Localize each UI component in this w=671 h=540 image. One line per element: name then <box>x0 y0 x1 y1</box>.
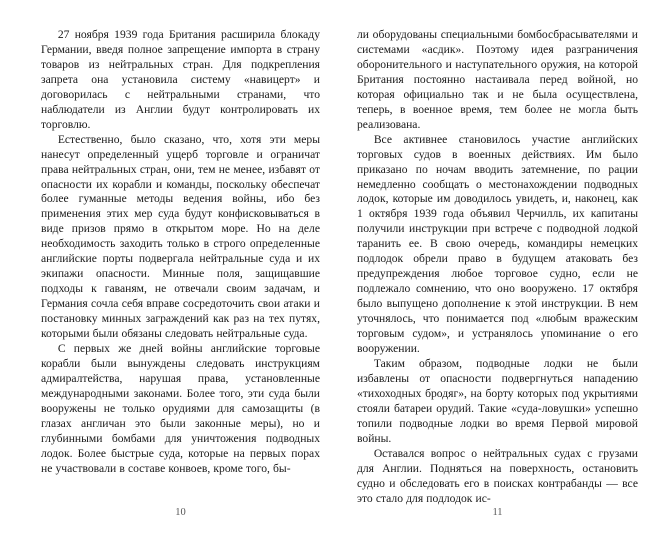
paragraph: С первых же дней войны английские торговые корабли были вынуждены следовать инструкциям адмиралтейства, нарушая права, установленные международными законами. Более того, эти суда были вооружены не только орудиями для самозащиты (в глазах англичан это были законные меры), но и глубинными бомбами для уничтожения подводных лодок. Более быстрые суда, которые на первых порах не участвовали в составе конвоев, кроме того, бы- <box>41 342 320 475</box>
paragraph: Естественно, было сказано, что, хотя эти меры нанесут определенный ущерб торговле и ограничат права нейтральных стран, они, тем не менее, избавят от опасности их корабли и команды, поскольку обеспечат более гуманные методы ведения войны, ибо без применения этих мер суда будут конфисковываться в виде призов прямо в открытом море. Но на деле необходимость заходить только в строго определенные английские порты подвергала нейтральные суда и их экипажи опасности. Минные поля, защищавшие подходы к гаваням, не отвечали своим задачам, и Германия сочла себя вправе сосредоточить свои атаки и постановку минных заграждений как раз на тех путях, которыми были обязаны следовать нейтральные суда. <box>41 132 320 341</box>
page-right <box>340 0 671 540</box>
paragraph: ли оборудованы специальными бомбосбрасывателями и системами «асдик». Поэтому идея разграничения оборонительного и наступательного оружия, на которой Британия постоянно настаивала перед войной, но которая официально так и не была осуществлена, теперь, в военное время, тем более не могла быть реализована. <box>357 28 638 131</box>
paragraph: Оставался вопрос о нейтральных судах с грузами для Англии. Подняться на поверхность, остановить судно и обследовать его в поисках контрабанды — все это стало для подлодок ис- <box>357 446 638 505</box>
page-number-right: 11 <box>492 507 503 518</box>
right-page-text-column <box>357 28 638 507</box>
left-page-text-column <box>41 28 320 477</box>
paragraph: Таким образом, подводные лодки не были избавлены от опасности подвергнуться нападению «тихоходных бродяг», на борту которых под укрытиями стояли батареи орудий. Такие «суда-ловушки» успешно топили подводные лодки во время Первой мировой войны. <box>357 356 638 445</box>
page-number-left: 10 <box>175 507 186 518</box>
paragraph: 27 ноября 1939 года Британия расширила блокаду Германии, введя полное запрещение импорта в страну товаров из нейтральных стран. Для подкрепления запрета она установила систему «навицерт» и договорилась с нейтральными странами, что наблюдатели из Англии будут контролировать их торговлю. <box>41 28 320 131</box>
paragraph: Все активнее становилось участие английских торговых судов в военных действиях. Им было приказано по ночам вводить затемнение, по рации немедленно сообщать о местонахождении подводных лодок, которые им доводилось увидеть, и, наконец, как 1 октября 1939 года объявил Черчилль, их капитаны получили инструкции при встрече с подводной лодкой таранить ее. В свою очередь, командиры немецких подлодок обрели право в будущем атаковать без предупреждения любое торговое судно, если не подлежало сомнению, что оно вооружено. 17 октября было выпущено дополнение к этой инструкции. В нем уточнялось, что понимается под «любым вражеским торговым судом», и устранялось упоминание о его вооружении. <box>357 132 638 356</box>
